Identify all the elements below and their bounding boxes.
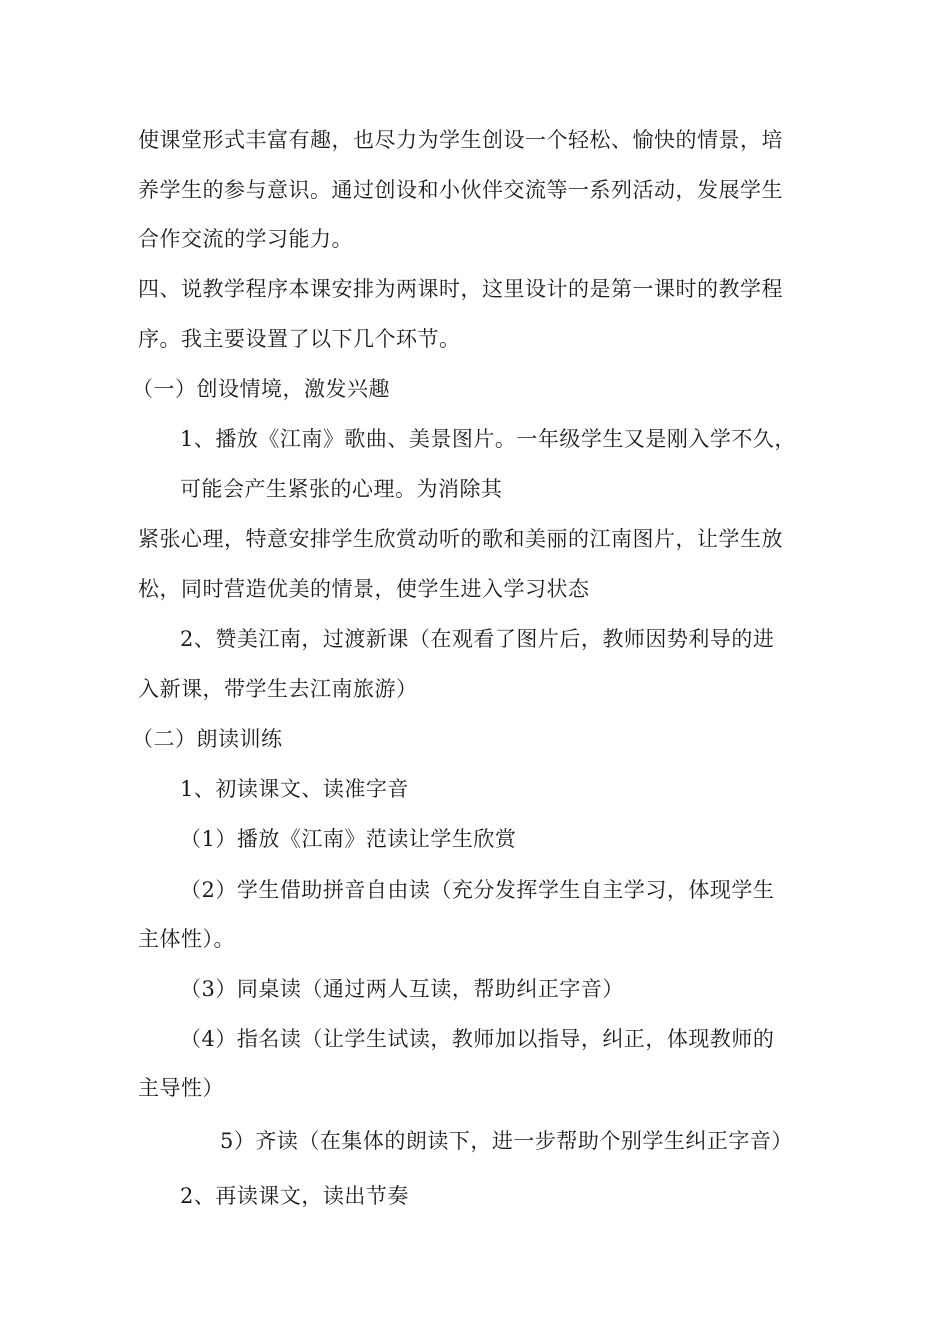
list-item: 2、再读课文，读出节奏 <box>180 1184 409 1208</box>
list-item: 1、播放《江南》歌曲、美景图片。一年级学生又是刚入学不久， <box>180 427 796 451</box>
subsection-heading: （二）朗读训练 <box>132 727 283 751</box>
list-item: （2）学生借助拼音自由读（充分发挥学生自主学习，体现学生 <box>180 878 775 902</box>
paragraph-line: 松，同时营造优美的情景，使学生进入学习状态 <box>138 577 590 601</box>
paragraph-line: 主导性） <box>138 1076 224 1100</box>
paragraph-line: 入新课，带学生去江南旅游） <box>138 677 418 701</box>
paragraph-line: 养学生的参与意识。通过创设和小伙伴交流等一系列活动，发展学生 <box>138 178 783 202</box>
list-item: （1）播放《江南》范读让学生欣赏 <box>180 827 517 851</box>
subsection-heading: （一）创设情境，激发兴趣 <box>132 377 390 401</box>
paragraph-line: 紧张心理，特意安排学生欣赏动听的歌和美丽的江南图片，让学生放 <box>138 527 783 551</box>
paragraph-line: 主体性）。 <box>138 927 235 951</box>
paragraph-line: 合作交流的学习能力。 <box>138 227 353 251</box>
list-item: （4）指名读（让学生试读，教师加以指导，纠正，体现教师的 <box>180 1027 775 1051</box>
paragraph-line: 使课堂形式丰富有趣，也尽力为学生创设一个轻松、愉快的情景，培 <box>138 128 783 152</box>
list-item: （3）同桌读（通过两人互读，帮助纠正字音） <box>180 977 624 1001</box>
list-item: 1、初读课文、读准字音 <box>180 777 409 801</box>
paragraph-line: 序。我主要设置了以下几个环节。 <box>138 327 461 351</box>
list-item: 2、赞美江南，过渡新课（在观看了图片后，教师因势利导的进 <box>180 627 775 651</box>
list-item-continuation: 可能会产生紧张的心理。为消除其 <box>180 477 503 501</box>
list-item: 5）齐读（在集体的朗读下，进一步帮助个别学生纠正字音） <box>220 1129 793 1153</box>
section-heading: 四、说教学程序本课安排为两课时，这里设计的是第一课时的教学程 <box>138 277 783 301</box>
